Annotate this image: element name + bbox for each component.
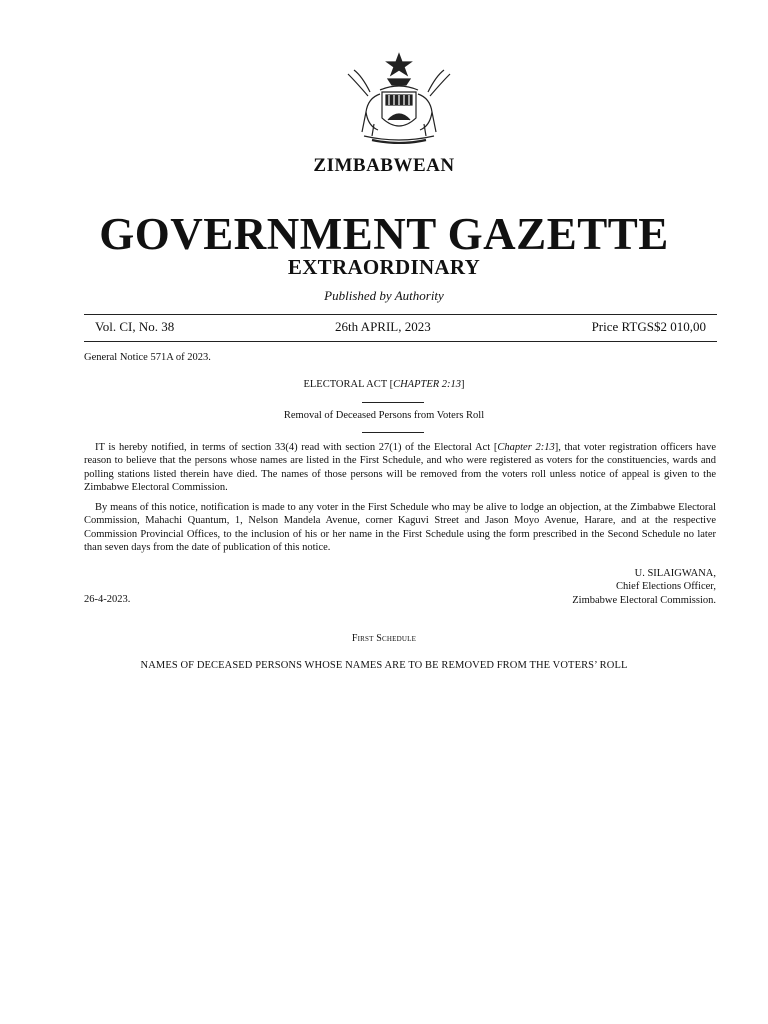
gazette-subtitle: EXTRAORDINARY bbox=[287, 255, 481, 279]
signatory-position: Chief Elections Officer, bbox=[616, 581, 716, 593]
para1-chapter: Chapter 2:13 bbox=[497, 442, 555, 453]
notice-paragraph-1 bbox=[84, 441, 716, 495]
act-chapter: CHAPTER 2:13 bbox=[393, 379, 462, 390]
para1-text-a: IT is hereby notified, in terms of section 33(4) read with section 27(1) of the Electoral Act [ bbox=[95, 442, 498, 453]
notice-paragraph-2: By means of this notice, notification is made to any voter in the First Schedule who may be alive to lodge an objection, at the Zimbabwe Electoral Commission, Mahachi Quantum, 1, Nelson Mandela Avenue, corner Kaguvi Street and Jason Moyo Avenue, Harare, and at the respective Commission Provincial Offices, to the inclusion of his or her name in the First Schedule using the form prescribed in the Second Schedule no later than seven days from the date of publication of this notice. bbox=[84, 502, 716, 554]
volume-number: Vol. CI, No. 38 bbox=[95, 319, 175, 334]
notice-date: 26-4-2023. bbox=[84, 594, 131, 605]
issue-date: 26th APRIL, 2023 bbox=[335, 319, 431, 334]
signatory-organization: Zimbabwe Electoral Commission. bbox=[572, 594, 716, 606]
act-prefix: ELECTORAL ACT [ bbox=[303, 379, 394, 390]
notice-number: General Notice 571A of 2023. bbox=[84, 352, 211, 363]
schedule-title: NAMES OF DECEASED PERSONS WHOSE NAMES ARE TO BE REMOVED FROM THE VOTERS’ ROLL bbox=[140, 660, 628, 671]
header-rule-bottom bbox=[84, 341, 717, 342]
signatory-name: U. SILAIGWANA, bbox=[634, 568, 716, 579]
country-label: ZIMBABWEAN bbox=[313, 155, 455, 176]
signature-block bbox=[572, 567, 716, 607]
para1-text-b: ], that voter registration officers have reason to believe that the persons whose names are listed in the First Schedule, and who were registered as voters for the constituencies, wards and polling stations listed therein have died. The names of those persons will be removed from the voters roll unless notice of appeal is given to the Zimbabwe Electoral Commission. bbox=[84, 442, 716, 494]
divider bbox=[362, 432, 424, 433]
issue-price: Price RTGS$2 010,00 bbox=[591, 319, 706, 334]
gazette-title: GOVERNMENT GAZETTE bbox=[99, 209, 669, 259]
header-rule-top bbox=[84, 314, 717, 315]
issue-bar bbox=[95, 319, 706, 337]
coat-of-arms-icon bbox=[344, 52, 454, 144]
act-suffix: ] bbox=[461, 379, 465, 390]
published-by-authority: Published by Authority bbox=[324, 288, 444, 303]
divider bbox=[362, 402, 424, 403]
act-heading bbox=[0, 379, 768, 390]
notice-heading: Removal of Deceased Persons from Voters Roll bbox=[283, 410, 485, 421]
schedule-label: First Schedule bbox=[351, 633, 417, 644]
